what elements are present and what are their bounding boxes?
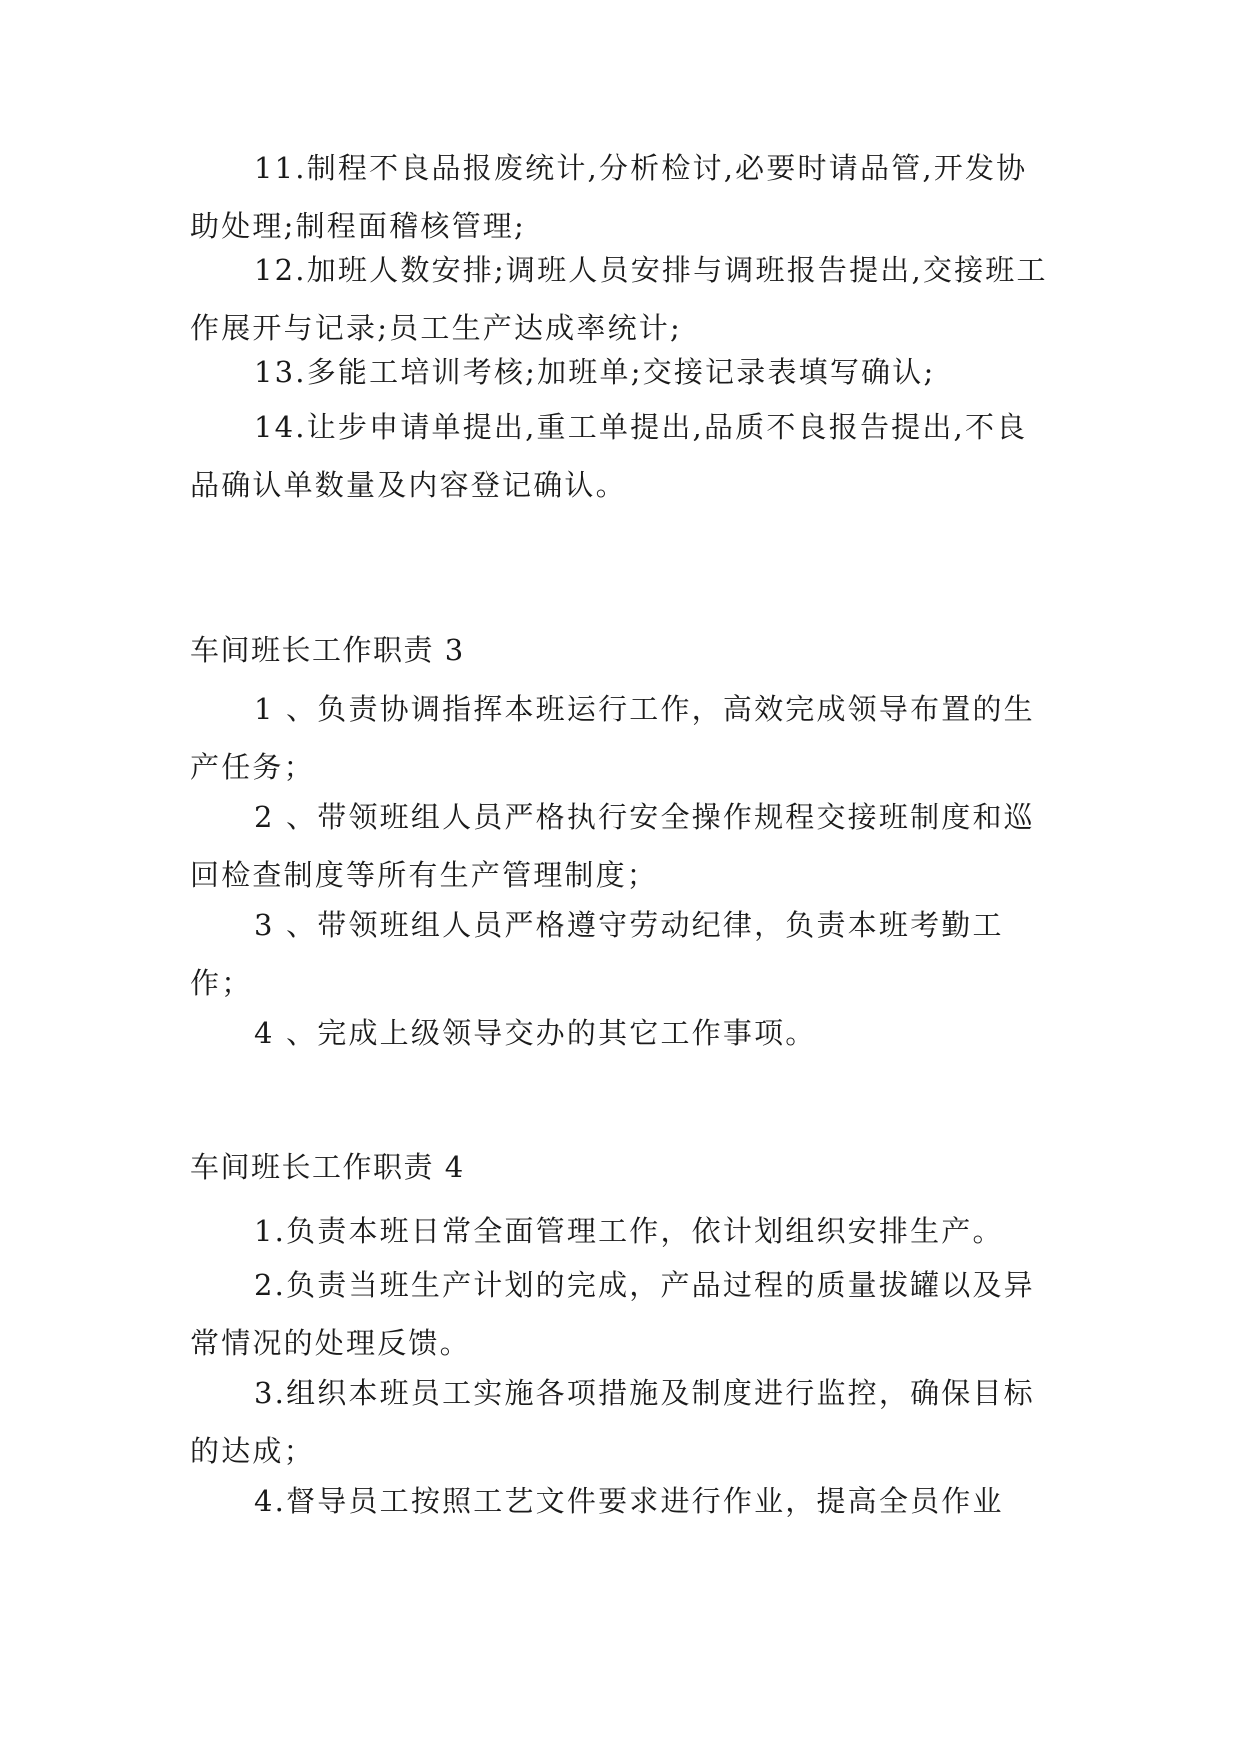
duty-item-14: 14.让步申请单提出,重工单提出,品质不良报告提出,不良品确认单数量及内容登记确认。 [190, 410, 1028, 502]
duty-item-4-1: 1.负责本班日常全面管理工作，依计划组织安排生产。 [254, 1214, 1004, 1248]
duty-item-4-3: 3.组织本班员工实施各项措施及制度进行监控，确保目标的达成； [190, 1376, 1035, 1468]
section-heading-4: 车间班长工作职责 4 [190, 1150, 465, 1184]
duty-item-3-2: 2 、带领班组人员严格执行安全操作规程交接班制度和巡回检查制度等所有生产管理制度； [190, 800, 1035, 892]
duty-item-13: 13.多能工培训考核;加班单;交接记录表填写确认; [254, 355, 936, 389]
duty-item-11: 11.制程不良品报废统计,分析检讨,必要时请品管,开发协助处理;制程面稽核管理; [190, 151, 1028, 243]
duty-item-3-3: 3 、带领班组人员严格遵守劳动纪律，负责本班考勤工作； [190, 908, 1004, 1000]
duty-item-12: 12.加班人数安排;调班人员安排与调班报告提出,交接班工作展开与记录;员工生产达成率统计; [190, 253, 1048, 345]
section-heading-3: 车间班长工作职责 3 [190, 633, 465, 667]
duty-item-3-4: 4 、完成上级领导交办的其它工作事项。 [254, 1016, 817, 1050]
duty-item-3-1: 1 、负责协调指挥本班运行工作，高效完成领导布置的生产任务； [190, 692, 1035, 784]
duty-item-4-2: 2.负责当班生产计划的完成，产品过程的质量拔罐以及异常情况的处理反馈。 [190, 1268, 1035, 1360]
duty-item-4-4: 4.督导员工按照工艺文件要求进行作业，提高全员作业 [254, 1484, 1004, 1518]
